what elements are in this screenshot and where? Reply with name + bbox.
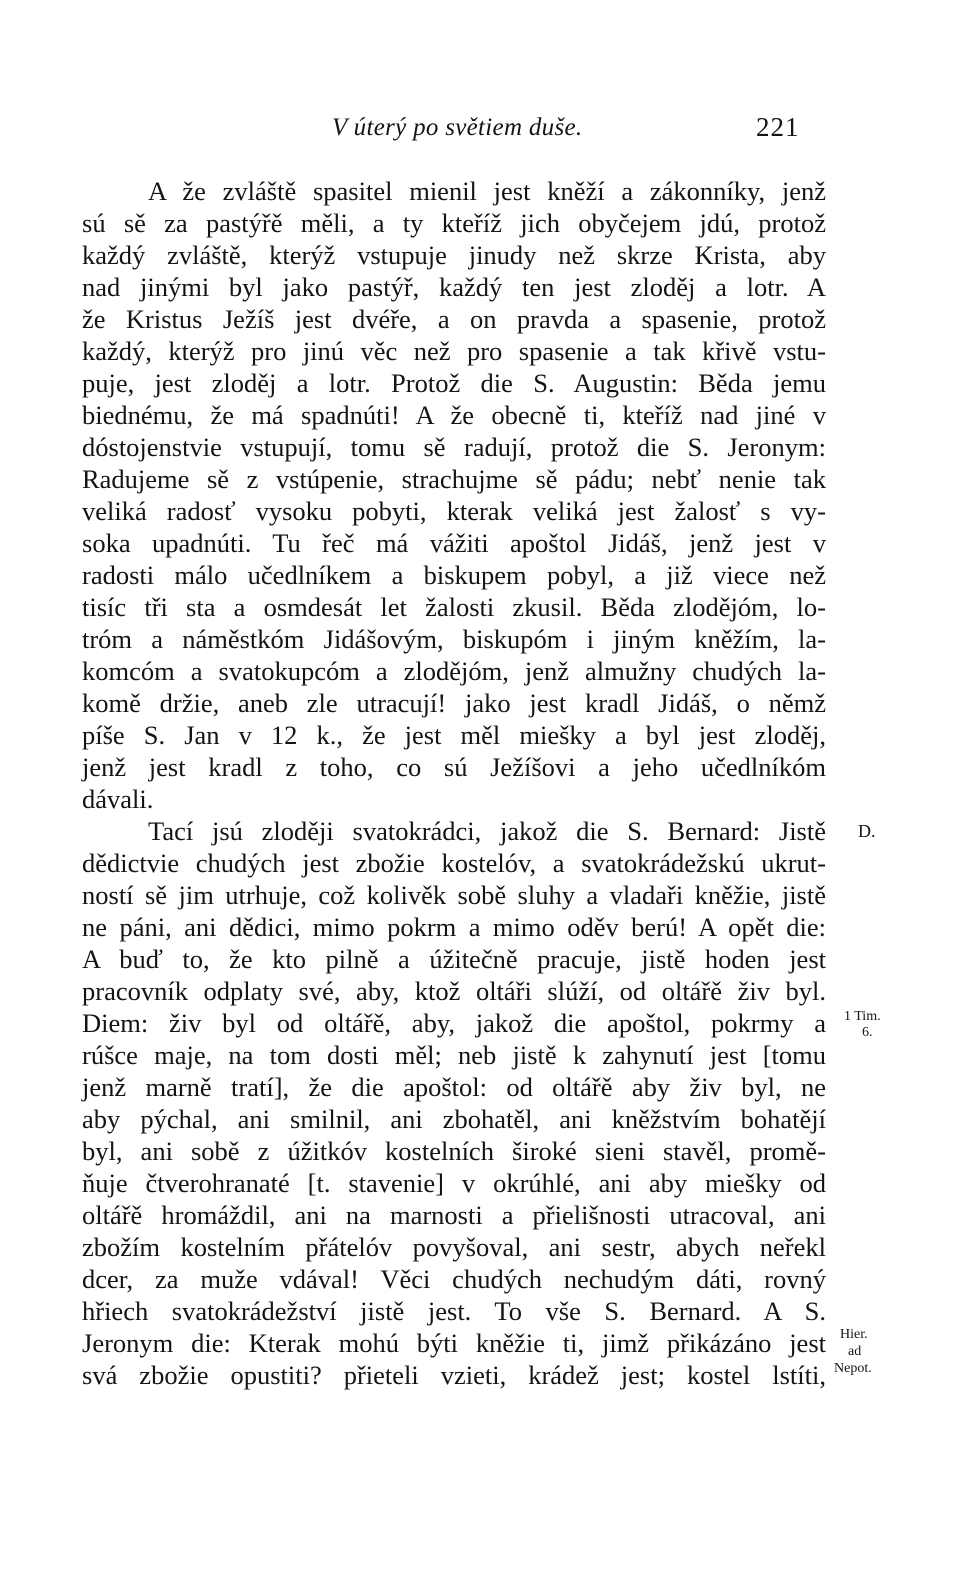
text-line: veliká radosť vysoku pobyti, kterak veliká jest žalosť s vy- xyxy=(82,496,826,526)
text-line: jenž marně tratí], že die apoštol: od oltářě aby živ byl, ne xyxy=(82,1072,826,1102)
text-line: oltářě hromáždil, ani na marnosti a přielišnosti utracoval, ani xyxy=(82,1200,826,1230)
text-line: aby pýchal, ani smilnil, ani zbohatěl, ani kněžstvím bohatějí xyxy=(82,1104,826,1134)
text-line: zbožím kostelním přátelóv povyšoval, ani sestr, abych neřekl xyxy=(82,1232,826,1262)
text-line: ne páni, ani dědici, mimo pokrm a mimo oděv berú! A opět die: xyxy=(82,912,826,942)
text-line: Tací jsú zloději svatokrádci, jakož die S. Bernard: Jistě xyxy=(148,816,826,846)
margin-note-tim: 1 Tim. xyxy=(844,1009,881,1024)
text-line: komě držie, aneb zle utracují! jako jest kradl Jidáš, o němž xyxy=(82,688,826,718)
text-line: Radujeme sě z vstúpenie, strachujme sě pádu; nebť nenie tak xyxy=(82,464,826,494)
text-line: píše S. Jan v 12 k., že jest měl miešky a byl jest zloděj, xyxy=(82,720,826,750)
text-line: tisíc tři sta a osmdesát let žalosti zkusil. Běda zlodějóm, lo- xyxy=(82,592,826,622)
text-line: že Kristus Ježíš jest dvéře, a on pravda a spasenie, protož xyxy=(82,304,826,334)
margin-note-tim-chapter: 6. xyxy=(862,1025,873,1040)
text-line: jenž jest kradl z toho, co sú Ježíšovi a jeho učedlníkóm xyxy=(82,752,826,782)
text-line: biednému, že má spadnúti! A že obecně ti, kteříž nad jiné v xyxy=(82,400,826,430)
margin-note-d: D. xyxy=(858,821,876,841)
text-line: sú sě za pastýřě měli, a ty kteříž jich obyčejem jdú, protož xyxy=(82,208,826,238)
text-line: nad jinými byl jako pastýř, každý ten jest zloděj a lotr. A xyxy=(82,272,826,302)
text-line: Diem: živ byl od oltářě, aby, jakož die apoštol, pokrmy a xyxy=(82,1008,826,1038)
text-line: každý, kterýž pro jinú věc než pro spasenie a tak křivě vstu- xyxy=(82,336,826,366)
text-line: rúšce maje, na tom dosti měl; neb jistě k zahynutí jest [tomu xyxy=(82,1040,826,1070)
margin-note-nepot: Nepot. xyxy=(834,1361,872,1376)
margin-note-ad: ad xyxy=(848,1344,862,1359)
text-line: ností sě jim utrhuje, což kolivěk sobě sluhy a vladaři kněžie, jistě xyxy=(82,880,826,910)
text-line: svá zbožie opustiti? přieteli vzieti, krádež jest; kostel lstíti, xyxy=(82,1360,826,1390)
text-line: dávali. xyxy=(82,784,154,814)
text-line: A že zvláště spasitel mienil jest kněží a zákonníky, jenž xyxy=(148,176,826,206)
text-line: byl, ani sobě z úžitkóv kostelních široké sieni stavěl, promě- xyxy=(82,1136,826,1166)
text-line: pracovník odplaty své, aby, ktož oltáři slúží, od oltářě živ byl. xyxy=(82,976,826,1006)
text-line: radosti málo učedlníkem a biskupem pobyl, a již viece než xyxy=(82,560,826,590)
text-line: Jeronym die: Kterak mohú býti kněžie ti, jimž přikázáno jest xyxy=(82,1328,826,1358)
page-number: 221 xyxy=(756,112,800,142)
text-line: puje, jest zloděj a lotr. Protož die S. Augustin: Běda jemu xyxy=(82,368,826,398)
text-line: hřiech svatokrádežství jistě jest. To vše S. Bernard. A S. xyxy=(82,1296,826,1326)
text-line: tróm a náměstkóm Jidášovým, biskupóm i jiným kněžím, la- xyxy=(82,624,826,654)
text-line: komcóm a svatokupcóm a zlodějóm, jenž almužny chudých la- xyxy=(82,656,826,686)
running-title: V úterý po světiem duše. xyxy=(332,114,583,141)
text-line: dcer, za muže vdával! Věci chudých nechudým dáti, rovný xyxy=(82,1264,826,1294)
text-line: soka upadnúti. Tu řeč má vážiti apoštol Jidáš, jenž jest v xyxy=(82,528,826,558)
text-line: každý zvláště, kterýž vstupuje jinudy než skrze Krista, aby xyxy=(82,240,826,270)
text-line: ňuje čtverohranaté [t. stavenie] v okrúhlé, ani aby miešky od xyxy=(82,1168,826,1198)
margin-note-hier: Hier. xyxy=(840,1327,868,1342)
text-line: dědictvie chudých jest zbožie kostelóv, a svatokrádežskú ukrut- xyxy=(82,848,826,878)
text-line: A buď to, že kto pilně a úžitečně pracuje, jistě hoden jest xyxy=(82,944,826,974)
text-line: dóstojenstvie vstupují, tomu sě radují, protož die S. Jeronym: xyxy=(82,432,826,462)
